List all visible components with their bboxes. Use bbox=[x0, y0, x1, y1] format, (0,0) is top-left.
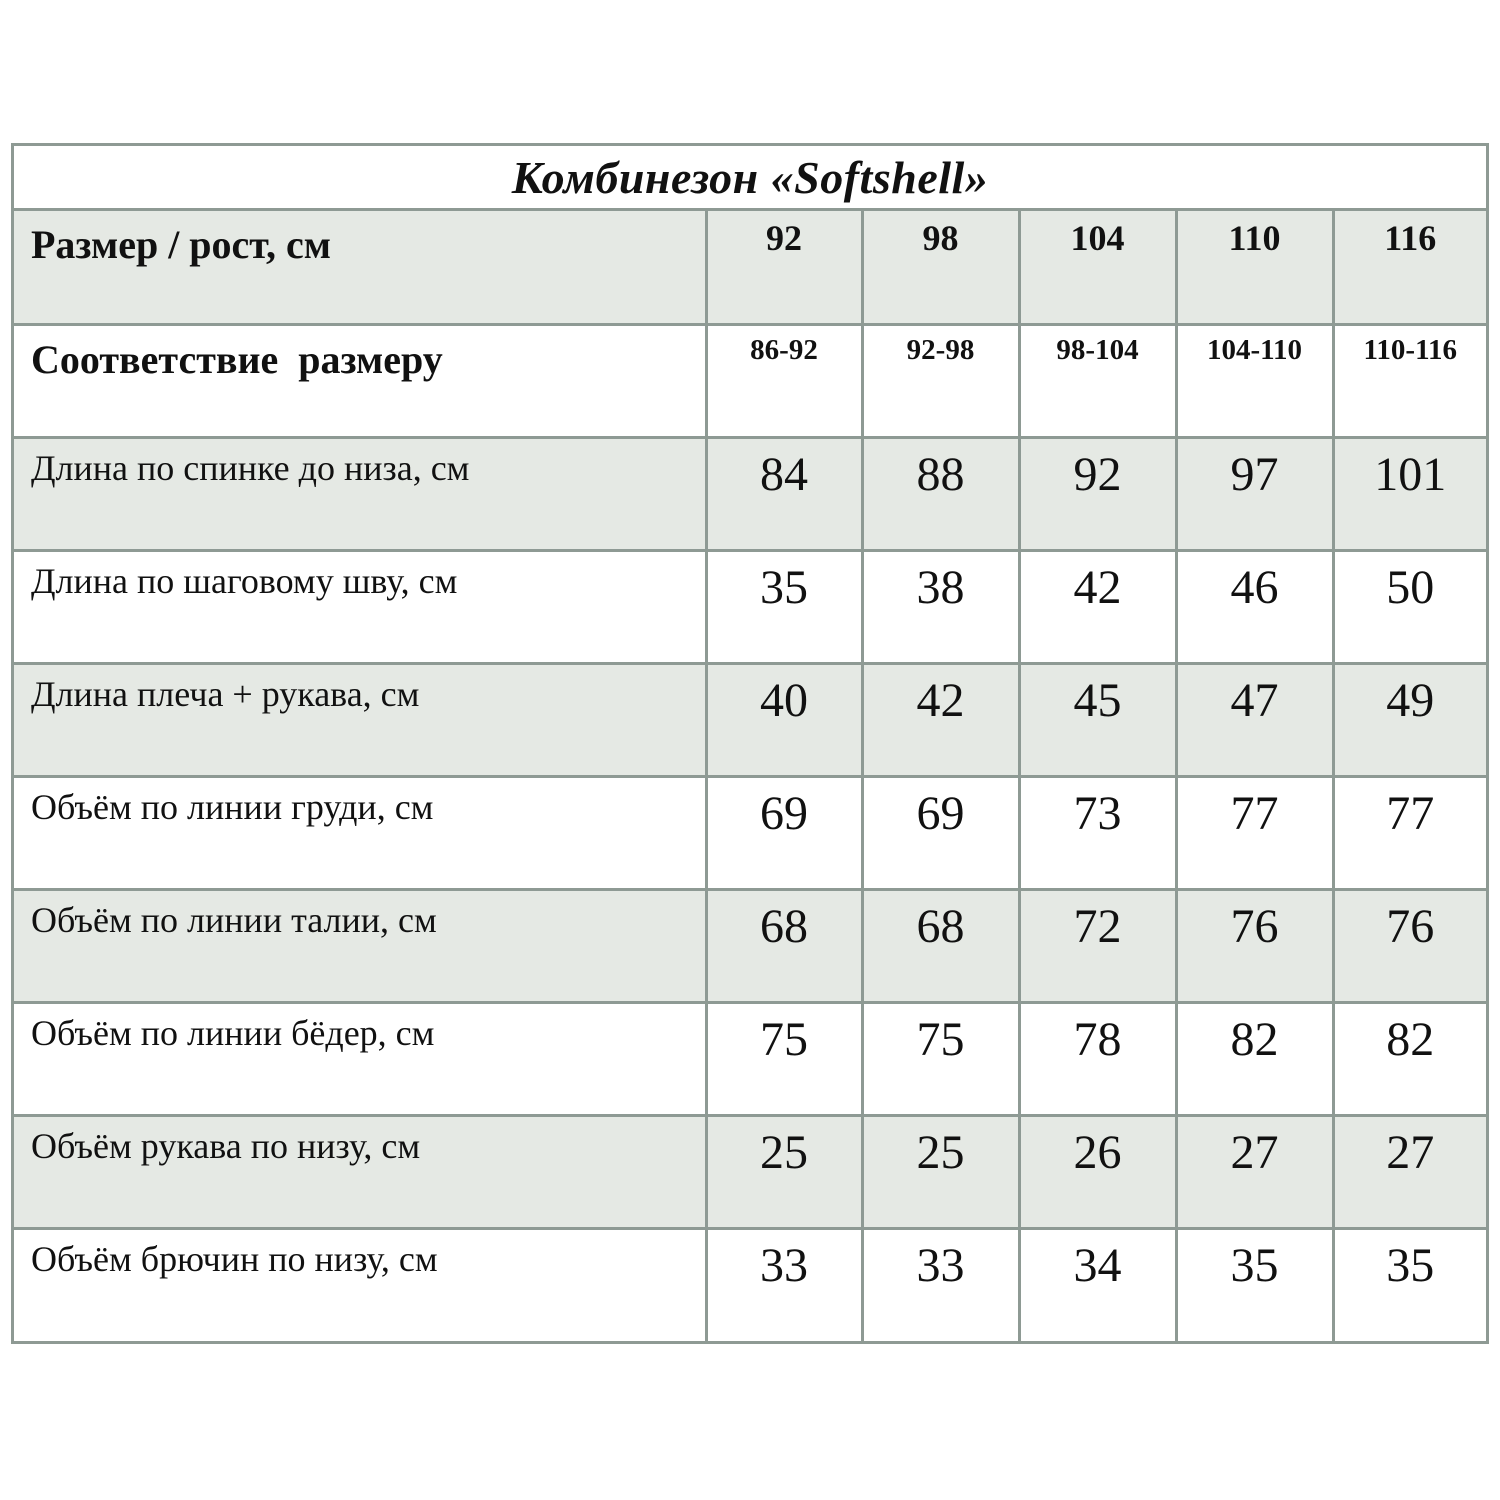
measurement-label-cell bbox=[14, 776, 706, 889]
measurement-label-cell bbox=[14, 550, 706, 663]
correspondence-cell bbox=[1333, 324, 1486, 437]
measurement-cell bbox=[1019, 437, 1176, 550]
correspondence-value: 86-92 bbox=[750, 333, 818, 366]
measurement-value: 42 bbox=[916, 673, 965, 727]
measurement-value: 45 bbox=[1073, 673, 1122, 727]
measurement-label: Объём рукава по низу, см bbox=[31, 1125, 421, 1166]
measurement-value: 92 bbox=[1073, 447, 1122, 501]
measurement-value: 35 bbox=[1230, 1238, 1279, 1292]
measurement-cell bbox=[706, 1115, 862, 1228]
measurement-cell bbox=[1333, 663, 1486, 776]
measurement-row bbox=[14, 663, 1486, 776]
measurement-value: 34 bbox=[1073, 1238, 1122, 1292]
measurement-value: 84 bbox=[760, 447, 808, 501]
measurement-value: 82 bbox=[1386, 1012, 1435, 1066]
measurement-value: 82 bbox=[1230, 1012, 1279, 1066]
measurement-row bbox=[14, 776, 1486, 889]
measurement-value: 101 bbox=[1374, 447, 1447, 501]
size-value: 110 bbox=[1228, 218, 1281, 258]
size-value: 92 bbox=[766, 218, 802, 258]
header-label: Размер / рост, см bbox=[31, 222, 331, 267]
measurement-value: 78 bbox=[1073, 1012, 1122, 1066]
measurement-label: Объём по линии талии, см bbox=[31, 899, 437, 940]
measurement-value: 26 bbox=[1073, 1125, 1122, 1179]
measurement-value: 35 bbox=[760, 560, 808, 614]
measurement-value: 76 bbox=[1230, 899, 1279, 953]
measurement-row bbox=[14, 889, 1486, 1002]
measurement-value: 77 bbox=[1386, 786, 1435, 840]
measurement-cell bbox=[1019, 889, 1176, 1002]
measurement-cell bbox=[1019, 550, 1176, 663]
size-chart bbox=[11, 143, 1489, 1344]
measurement-value: 88 bbox=[916, 447, 965, 501]
measurement-row bbox=[14, 1115, 1486, 1228]
measurement-value: 68 bbox=[916, 899, 965, 953]
measurement-value: 77 bbox=[1230, 786, 1279, 840]
measurement-cell bbox=[1333, 437, 1486, 550]
correspondence-cell bbox=[706, 324, 862, 437]
size-cell bbox=[1019, 211, 1176, 324]
measurement-value: 46 bbox=[1230, 560, 1279, 614]
measurement-cell bbox=[1333, 889, 1486, 1002]
size-cell bbox=[1333, 211, 1486, 324]
measurement-cell bbox=[1019, 776, 1176, 889]
measurement-label-cell bbox=[14, 437, 706, 550]
size-cell bbox=[706, 211, 862, 324]
measurement-value: 76 bbox=[1386, 899, 1435, 953]
measurement-cell bbox=[862, 1002, 1019, 1115]
measurement-value: 42 bbox=[1073, 560, 1122, 614]
measurement-label: Длина плеча + рукава, см bbox=[31, 673, 420, 714]
size-cell bbox=[862, 211, 1019, 324]
correspondence-value: 104-110 bbox=[1206, 333, 1303, 366]
measurement-label: Объём по линии бёдер, см bbox=[31, 1012, 435, 1053]
measurement-row bbox=[14, 550, 1486, 663]
measurement-value: 68 bbox=[760, 899, 808, 953]
measurement-label-cell bbox=[14, 889, 706, 1002]
size-cell bbox=[1176, 211, 1333, 324]
measurement-cell bbox=[706, 663, 862, 776]
measurement-cell bbox=[1333, 550, 1486, 663]
correspondence-value: 92-98 bbox=[906, 333, 975, 366]
measurement-row bbox=[14, 437, 1486, 550]
measurement-value: 40 bbox=[760, 673, 808, 727]
measurement-value: 75 bbox=[760, 1012, 808, 1066]
measurement-value: 97 bbox=[1230, 447, 1279, 501]
measurement-value: 50 bbox=[1386, 560, 1435, 614]
measurement-label-cell bbox=[14, 1115, 706, 1228]
measurement-cell bbox=[1333, 1228, 1486, 1341]
measurement-cell bbox=[706, 889, 862, 1002]
measurement-value: 27 bbox=[1386, 1125, 1435, 1179]
measurement-value: 47 bbox=[1230, 673, 1279, 727]
chart-title: Комбинезон «Softshell» bbox=[14, 146, 1486, 211]
measurement-cell bbox=[706, 776, 862, 889]
measurement-cell bbox=[862, 889, 1019, 1002]
measurement-value: 33 bbox=[760, 1238, 808, 1292]
measurement-value: 69 bbox=[760, 786, 808, 840]
measurement-label-cell bbox=[14, 663, 706, 776]
measurement-value: 33 bbox=[916, 1238, 965, 1292]
measurement-value: 27 bbox=[1230, 1125, 1279, 1179]
measurement-value: 73 bbox=[1073, 786, 1122, 840]
correspondence-cell bbox=[1019, 324, 1176, 437]
header-row bbox=[14, 211, 1486, 324]
measurement-value: 35 bbox=[1386, 1238, 1435, 1292]
measurement-cell bbox=[1176, 437, 1333, 550]
measurement-cell bbox=[1176, 1002, 1333, 1115]
measurement-value: 72 bbox=[1073, 899, 1122, 953]
measurement-value: 49 bbox=[1386, 673, 1435, 727]
measurement-cell bbox=[706, 550, 862, 663]
measurement-cell bbox=[1019, 1002, 1176, 1115]
measurement-cell bbox=[1019, 1115, 1176, 1228]
measurement-cell bbox=[1176, 889, 1333, 1002]
measurement-row bbox=[14, 1228, 1486, 1341]
correspondence-cell bbox=[1176, 324, 1333, 437]
measurement-cell bbox=[1333, 1002, 1486, 1115]
correspondence-label-cell bbox=[14, 324, 706, 437]
measurement-label: Длина по шаговому шву, см bbox=[31, 560, 458, 601]
measurement-value: 25 bbox=[760, 1125, 808, 1179]
correspondence-value: 110-116 bbox=[1363, 333, 1457, 366]
measurement-value: 38 bbox=[916, 560, 965, 614]
correspondence-label: Соответствие размеру bbox=[31, 336, 443, 382]
measurement-cell bbox=[1176, 663, 1333, 776]
size-value: 98 bbox=[922, 218, 959, 258]
measurement-label: Объём брючин по низу, см bbox=[31, 1238, 438, 1279]
size-value: 104 bbox=[1070, 218, 1125, 258]
size-table bbox=[14, 211, 1486, 1341]
measurement-label-cell bbox=[14, 1228, 706, 1341]
measurement-cell bbox=[862, 663, 1019, 776]
correspondence-row bbox=[14, 324, 1486, 437]
correspondence-value: 98-104 bbox=[1056, 333, 1139, 366]
measurement-cell bbox=[862, 550, 1019, 663]
measurement-cell bbox=[862, 1115, 1019, 1228]
measurement-cell bbox=[1176, 1115, 1333, 1228]
correspondence-cell bbox=[862, 324, 1019, 437]
measurement-label: Длина по спинке до низа, см bbox=[31, 447, 470, 488]
measurement-cell bbox=[1019, 663, 1176, 776]
measurement-value: 69 bbox=[916, 786, 965, 840]
size-value: 116 bbox=[1384, 218, 1437, 258]
header-label-cell bbox=[14, 211, 706, 324]
measurement-cell bbox=[862, 437, 1019, 550]
measurement-cell bbox=[1176, 1228, 1333, 1341]
measurement-cell bbox=[1333, 1115, 1486, 1228]
measurement-row bbox=[14, 1002, 1486, 1115]
measurement-cell bbox=[1333, 776, 1486, 889]
measurement-cell bbox=[706, 437, 862, 550]
measurement-cell bbox=[1176, 550, 1333, 663]
measurement-cell bbox=[862, 776, 1019, 889]
measurement-cell bbox=[1176, 776, 1333, 889]
measurement-cell bbox=[706, 1002, 862, 1115]
measurement-label: Объём по линии груди, см bbox=[31, 786, 434, 827]
measurement-value: 75 bbox=[916, 1012, 965, 1066]
measurement-cell bbox=[862, 1228, 1019, 1341]
measurement-cell bbox=[1019, 1228, 1176, 1341]
measurement-label-cell bbox=[14, 1002, 706, 1115]
measurement-cell bbox=[706, 1228, 862, 1341]
measurement-value: 25 bbox=[916, 1125, 965, 1179]
